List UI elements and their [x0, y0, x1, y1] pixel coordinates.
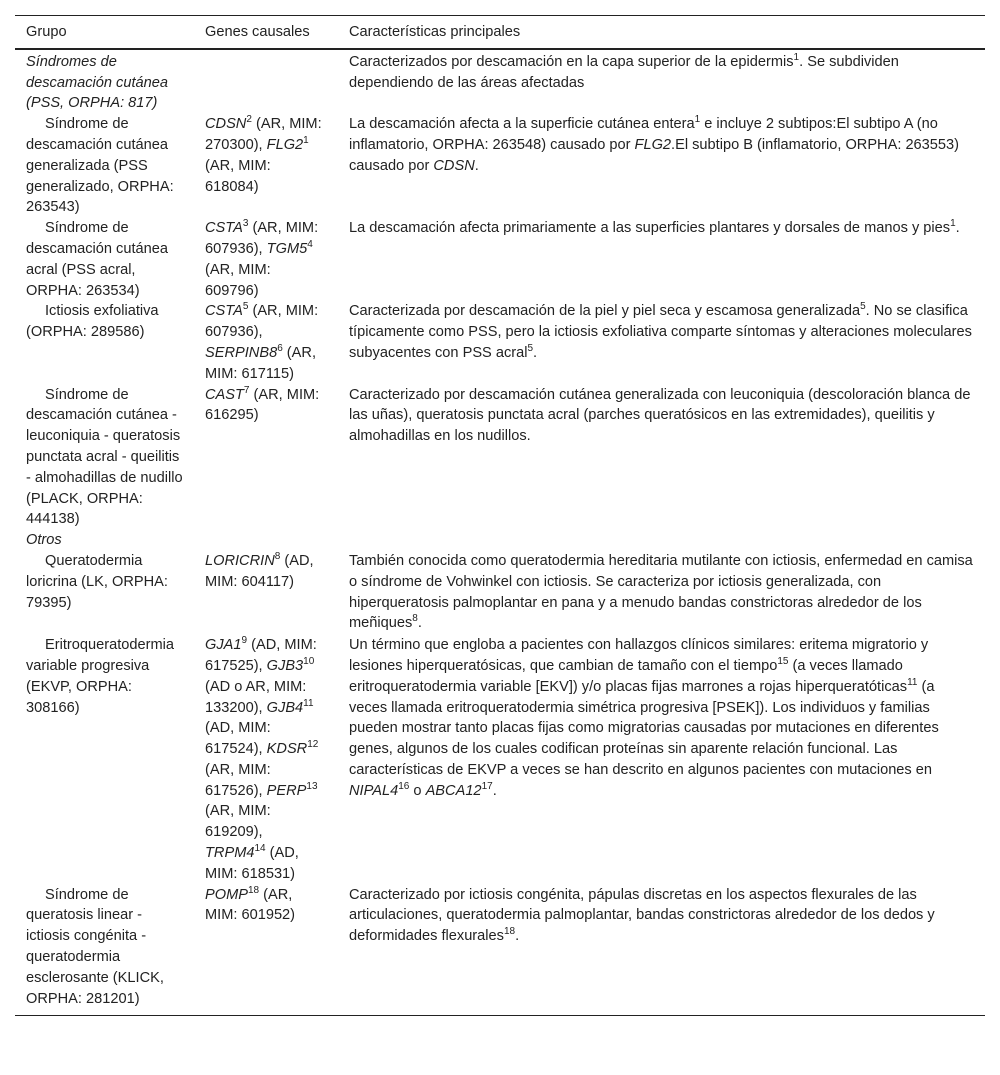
- column-header-genes: Genes causales: [205, 24, 310, 40]
- table-row: [15, 385, 985, 531]
- gene-name: FLG2: [266, 136, 304, 153]
- text-run: (AR, MIM: 617526),: [205, 761, 271, 799]
- reference-superscript: 8: [412, 613, 418, 625]
- text-run: .: [515, 928, 520, 945]
- cell-grupo: [15, 635, 194, 885]
- cell-genes: [194, 301, 338, 384]
- text-run: (AD o AR, MIM: 133200),: [205, 678, 307, 716]
- gene-name: GJB3: [266, 657, 304, 674]
- cell-grupo: Otros: [26, 532, 62, 549]
- text-run: . Se subdividen dependiendo de las áreas afectadas: [349, 53, 899, 91]
- text-run: (AR, MIM: 270300),: [205, 116, 322, 153]
- cell-grupo-text: Ictiosis exfoliativa (ORPHA: 289586): [26, 303, 159, 341]
- reference-superscript: 16: [398, 780, 410, 792]
- cell-caracteristicas: [338, 114, 985, 218]
- reference-superscript: 8: [274, 550, 281, 562]
- reference-superscript: 2: [246, 114, 252, 126]
- text-run: (AR, MIM: 609796): [205, 261, 271, 299]
- text-run: Caracterizada por descamación de la piel y piel seca y escamosa generalizada: [349, 303, 861, 320]
- gene-name: LORICRIN: [205, 552, 275, 569]
- text-run: .: [533, 344, 538, 361]
- text-run: .: [492, 782, 497, 799]
- text-run: . No se clasifica típicamente como PSS, pero la ictiosis exfoliativa comparte síntomas y alteraciones moleculares subyacentes con PSS acral: [349, 303, 972, 361]
- gene-name: CAST: [205, 386, 244, 403]
- cell-grupo: [15, 218, 194, 301]
- header-row: [15, 16, 985, 49]
- reference-superscript: 6: [277, 342, 283, 354]
- table-row: [15, 49, 985, 114]
- text-run: (AR, MIM: 618084): [205, 157, 271, 195]
- reference-superscript: 5: [242, 301, 249, 313]
- cell-genes: [194, 551, 338, 635]
- gene-name: POMP: [205, 886, 248, 903]
- table-body: [15, 49, 985, 1016]
- text-run: .: [955, 220, 960, 237]
- cell-genes: [194, 218, 338, 301]
- reference-superscript: 1: [694, 114, 701, 126]
- table-row: [15, 635, 985, 885]
- gene-name: CDSN: [433, 157, 475, 174]
- text-run: Caracterizado por ictiosis congénita, pápulas discretas en los aspectos flexurales de las articulaciones, queratodermia palmoplantar, bandas constrictoras alrededor de los dedos y deformidades flexurales: [349, 886, 935, 945]
- cell-grupo: [15, 551, 194, 635]
- text-run: Caracterizados por descamación en la capa superior de la epidermis: [349, 53, 794, 70]
- text-run: La descamación afecta a la superficie cutánea entera: [349, 116, 695, 133]
- reference-superscript: 5: [527, 342, 534, 354]
- gene-name: CSTA: [205, 220, 243, 237]
- cell-grupo-text: Síndrome de descamación cutánea generalizada (PSS generalizado, ORPHA: 263543): [26, 116, 174, 216]
- cell-genes: [194, 885, 338, 1016]
- reference-superscript: 9: [241, 635, 248, 647]
- table-row: [15, 885, 985, 1016]
- cell-genes: [194, 385, 338, 531]
- text-run: (AD, MIM: 618531): [205, 845, 299, 882]
- reference-superscript: 18: [247, 884, 260, 896]
- cell-grupo-text: Eritroqueratodermia variable progresiva (EKVP, ORPHA: 308166): [26, 637, 174, 716]
- table-row: [15, 218, 985, 301]
- table-row: [15, 551, 985, 635]
- text-run: También conocida como queratodermia hereditaria mutilante con ictiosis, enfermedad en camisa o síndrome de Vohwinkel con ictiosis. Se caracteriza por ictiosis generalizada, con hiperqueratosis palmoplantar en pana y a menudo bandas constrictoras alrededor de los meñiques: [349, 552, 973, 632]
- cell-grupo: [15, 385, 194, 531]
- cell-caracteristicas: [338, 635, 985, 885]
- reference-superscript: 17: [481, 780, 493, 792]
- cell-caracteristicas: [338, 551, 985, 635]
- cell-genes: [194, 49, 338, 114]
- gene-name: GJB4: [266, 699, 304, 716]
- reference-superscript: 18: [503, 926, 516, 938]
- text-run: (AD, MIM: 617524),: [205, 720, 271, 758]
- cell-grupo-text: Queratodermia loricrina (LK, ORPHA: 79395): [26, 552, 168, 611]
- reference-superscript: 11: [303, 697, 314, 709]
- reference-superscript: 3: [242, 218, 249, 230]
- reference-superscript: 15: [777, 655, 789, 667]
- text-run: (AR, MIM: 619209),: [205, 803, 271, 841]
- column-header-caracteristicas: Características principales: [349, 24, 521, 40]
- cell-grupo: [15, 114, 194, 218]
- gene-name: GJA1: [205, 637, 242, 654]
- column-header-grupo: Grupo: [26, 24, 67, 40]
- cell-grupo: [15, 301, 194, 384]
- text-run: (AR, MIM: 616295): [205, 386, 320, 424]
- text-run: (a veces llamado eritroqueratodermia variable [EKV]) y/o placas fijas marrones a rojas hiperqueratóticas: [349, 657, 908, 695]
- text-run: o: [409, 782, 426, 799]
- reference-superscript: 1: [950, 218, 956, 230]
- gene-name: PERP: [266, 782, 307, 799]
- cell-genes: [194, 530, 338, 551]
- text-run: (AD, MIM: 617525),: [205, 637, 317, 674]
- text-run: (a veces llamada eritroqueratodermia simétrica progresiva [PSEK]). Los individuos y familias pueden mostrar tanto placas fijas como migratorias causadas por mutaciones en diferentes genes, algunos de los cuales codifican proteínas sin aparente relación funcional. Las características de EKVP a veces se han descrito en algunos pacientes con mutaciones en: [349, 678, 939, 778]
- reference-superscript: 10: [303, 655, 315, 667]
- text-run: e incluye 2 subtipos:El subtipo A (no inflamatorio, ORPHA: 263548) causado por: [349, 116, 938, 153]
- text-run: (AR, MIM: 617115): [205, 344, 316, 382]
- text-run: .: [417, 615, 422, 632]
- cell-caracteristicas: [338, 885, 985, 1016]
- text-run: (AR, MIM: 601952): [205, 886, 296, 924]
- reference-superscript: 7: [243, 384, 250, 396]
- genes-table: [15, 15, 985, 1016]
- cell-caracteristicas: [338, 530, 985, 551]
- cell-genes: [194, 635, 338, 885]
- cell-genes: [194, 114, 338, 218]
- reference-superscript: 11: [907, 676, 918, 688]
- reference-superscript: 1: [793, 51, 800, 63]
- cell-caracteristicas: [338, 301, 985, 384]
- reference-superscript: 13: [306, 780, 318, 792]
- reference-superscript: 5: [860, 301, 866, 313]
- text-run: La descamación afecta primariamente a las superficies plantares y dorsales de manos y pies: [349, 220, 951, 237]
- cell-caracteristicas: [338, 385, 985, 531]
- text-run: Caracterizado por descamación cutánea generalizada con leuconiquia (descoloración blanca de las uñas), queratosis punctata acral (parches queratósicos en las extremidades), queilitis y almohadillas en los nudillos.: [349, 386, 971, 445]
- table-row-group-header: [15, 530, 985, 551]
- cell-grupo: [15, 885, 194, 1016]
- gene-name: CSTA: [205, 303, 243, 320]
- gene-name: TGM5: [266, 240, 308, 257]
- reference-superscript: 1: [303, 134, 309, 146]
- table-header: [15, 16, 985, 49]
- text-run: Un término que engloba a pacientes con hallazgos clínicos similares: eritema migratorio y lesiones hiperqueratósicas, que cambian de tamaño con el tiempo: [349, 637, 929, 674]
- table-row: [15, 301, 985, 384]
- text-run: (AD, MIM: 604117): [205, 552, 314, 590]
- gene-name: NIPAL4: [349, 782, 399, 799]
- text-run: (AR, MIM: 607936),: [205, 303, 319, 341]
- cell-grupo: Síndromes de descamación cutánea (PSS, ORPHA: 817): [26, 53, 168, 112]
- reference-superscript: 4: [307, 238, 313, 250]
- reference-superscript: 12: [307, 739, 319, 751]
- gene-name: KDSR: [266, 741, 308, 758]
- text-run: .: [474, 157, 479, 174]
- table-row: [15, 114, 985, 218]
- text-run: (AR, MIM: 607936),: [205, 220, 319, 257]
- gene-name: TRPM4: [205, 845, 255, 862]
- cell-caracteristicas: [338, 49, 985, 114]
- cell-grupo-text: Síndrome de descamación cutánea acral (PSS acral, ORPHA: 263534): [26, 220, 168, 299]
- cell-grupo-text: Síndrome de descamación cutánea - leuconiquia - queratosis punctata acral - queilitis - almohadillas de nudillo (PLACK, ORPHA: 444138): [26, 386, 183, 528]
- text-run: .El subtipo B (inflamatorio, ORPHA: 263553) causado por: [349, 136, 960, 174]
- gene-name: FLG2: [634, 136, 672, 153]
- reference-superscript: 14: [254, 843, 266, 855]
- gene-name: ABCA12: [425, 782, 482, 799]
- cell-grupo-text: Síndrome de queratosis linear - ictiosis congénita - queratodermia esclerosante (KLICK, ORPHA: 281201): [26, 886, 164, 1007]
- gene-name: SERPINB8: [205, 344, 278, 361]
- cell-caracteristicas: [338, 218, 985, 301]
- gene-name: CDSN: [205, 116, 247, 133]
